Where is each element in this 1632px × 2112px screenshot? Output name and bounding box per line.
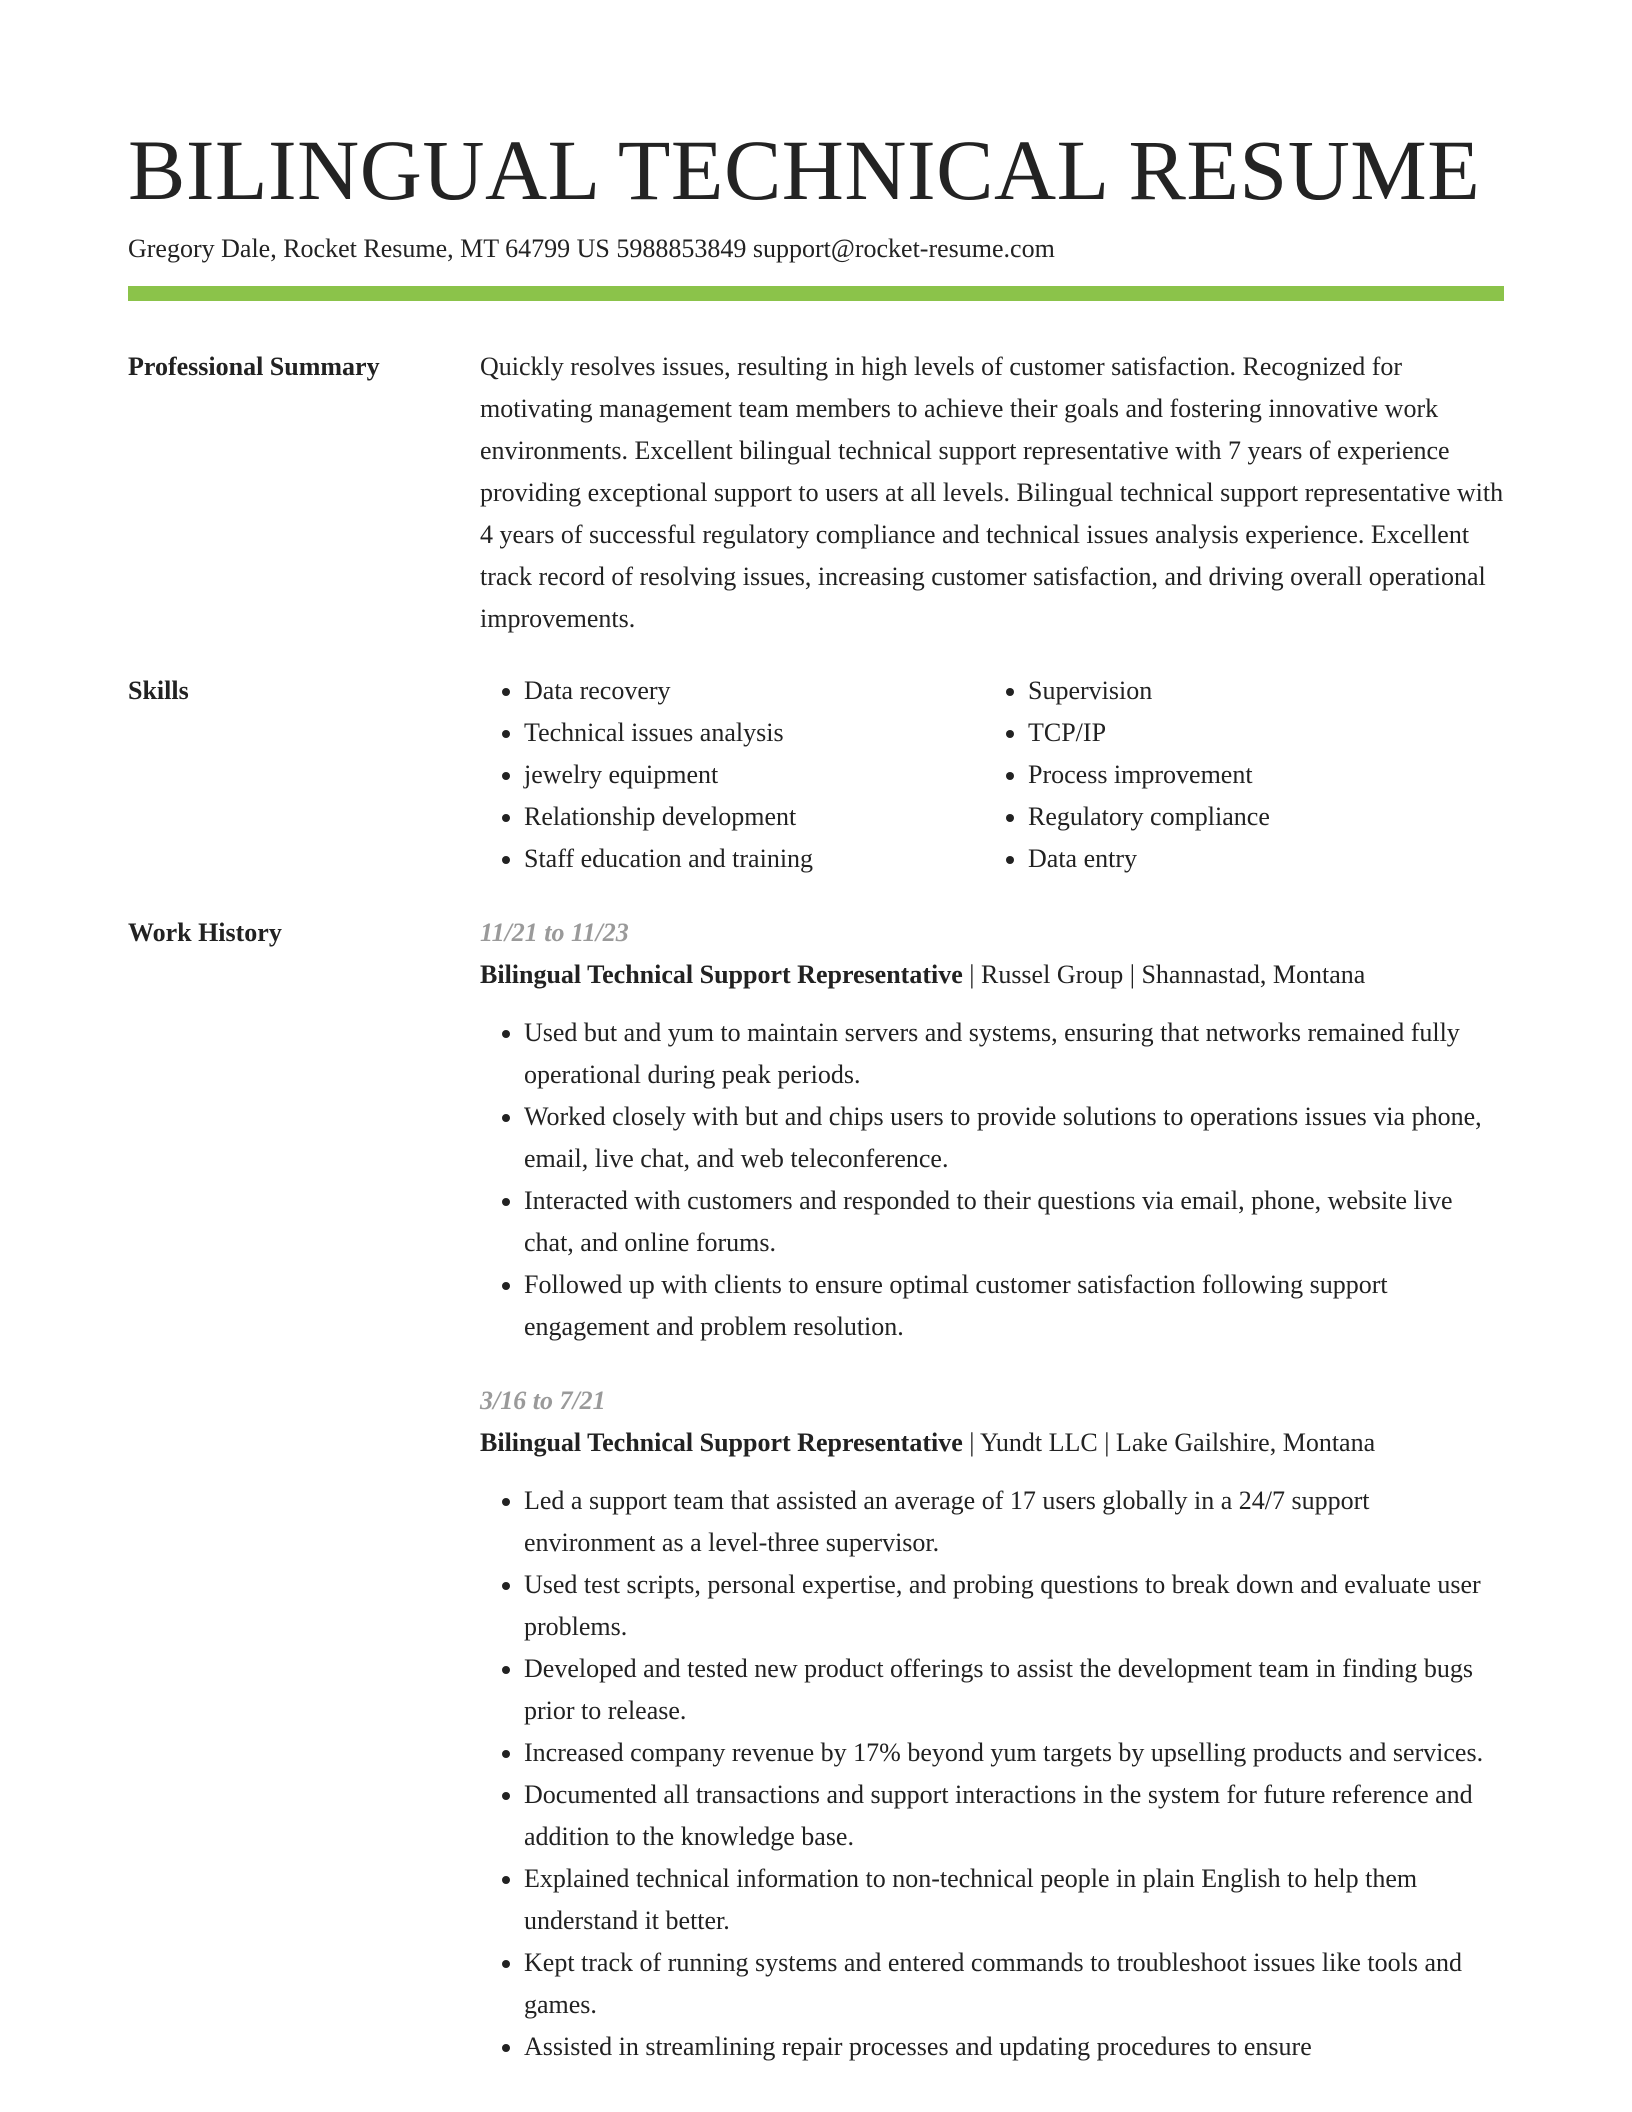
skill-item: • Staff education and training <box>524 838 984 880</box>
job-bullet: • Assisted in streamlining repair processes and updating procedures to ensure <box>524 2026 1504 2068</box>
skills-list-left <box>480 670 984 880</box>
job-dates: 3/16 to 7/21 <box>480 1386 606 1415</box>
job-bullet-list <box>480 1012 1504 1348</box>
summary-body <box>480 346 1504 640</box>
job-heading <box>480 1422 1504 1464</box>
skill-item: • Technical issues analysis <box>524 712 984 754</box>
job-title: Bilingual Technical Support Representative <box>480 960 963 989</box>
job-company-location: | Russel Group | Shannastad, Montana <box>962 960 1366 989</box>
job-bullet: • Worked closely with but and chips users to provide solutions to operations issues via phone, email, live chat, and web teleconference. <box>524 1096 1504 1180</box>
job-bullet: • Used test scripts, personal expertise, and probing questions to break down and evaluate user problems. <box>524 1564 1504 1648</box>
resume-title: BILINGUAL TECHNICAL RESUME <box>128 122 1481 218</box>
job-entry <box>480 912 1504 1348</box>
skill-item: • Data entry <box>1028 838 1488 880</box>
contact-email: support@rocket-resume.com <box>752 234 1055 263</box>
job-bullet: • Developed and tested new product offerings to assist the development team in finding bugs prior to release. <box>524 1648 1504 1732</box>
skills-body <box>480 670 1504 880</box>
skill-item: • Regulatory compliance <box>1028 796 1488 838</box>
job-bullet: • Increased company revenue by 17% beyond yum targets by upselling products and services. <box>524 1732 1504 1774</box>
summary-text: Quickly resolves issues, resulting in high levels of customer satisfaction. Recognized for motivating management team members to achieve their goals and fostering innovative work environments. Excellent bilingual technical support representative with 7 years of experience providing exceptional support to users at all levels. Bilingual technical support representative with 4 years of successful regulatory compliance and technical issues analysis experience. Excellent track record of resolving issues, increasing customer satisfaction, and driving overall operational improvements. <box>480 352 1504 633</box>
skill-item: • Supervision <box>1028 670 1488 712</box>
work-history-label: Work History <box>128 918 282 947</box>
job-bullet-list <box>480 1480 1504 2068</box>
skill-item: • jewelry equipment <box>524 754 984 796</box>
work-history-body <box>480 912 1504 2068</box>
job-entry <box>480 1380 1504 2068</box>
summary-label: Professional Summary <box>128 352 380 381</box>
job-bullet: • Documented all transactions and support interactions in the system for future reference and addition to the knowledge base. <box>524 1774 1504 1858</box>
contact-line <box>128 232 1055 266</box>
skills-columns <box>480 670 1504 880</box>
skill-item: • Process improvement <box>1028 754 1488 796</box>
contact-phone: 5988853849 <box>616 234 747 263</box>
job-dates: 11/21 to 11/23 <box>480 918 629 947</box>
job-bullet: • Kept track of running systems and entered commands to troubleshoot issues like tools and games. <box>524 1942 1504 2026</box>
skills-label: Skills <box>128 676 189 705</box>
skill-item: • Data recovery <box>524 670 984 712</box>
skills-list-right <box>984 670 1488 880</box>
job-bullet: • Explained technical information to non-technical people in plain English to help them understand it better. <box>524 1858 1504 1942</box>
contact-name-address: Gregory Dale, Rocket Resume, MT 64799 US <box>128 234 610 263</box>
job-bullet: • Interacted with customers and responded to their questions via email, phone, website live chat, and online forums. <box>524 1180 1504 1264</box>
job-title: Bilingual Technical Support Representative <box>480 1428 963 1457</box>
skill-item: • TCP/IP <box>1028 712 1488 754</box>
job-bullet: • Followed up with clients to ensure optimal customer satisfaction following support engagement and problem resolution. <box>524 1264 1504 1348</box>
skill-item: • Relationship development <box>524 796 984 838</box>
job-heading <box>480 954 1504 996</box>
job-company-location: | Yundt LLC | Lake Gailshire, Montana <box>962 1428 1376 1457</box>
job-bullet: • Used but and yum to maintain servers and systems, ensuring that networks remained fully operational during peak periods. <box>524 1012 1504 1096</box>
job-bullet: • Led a support team that assisted an average of 17 users globally in a 24/7 support environment as a level-three supervisor. <box>524 1480 1504 1564</box>
header-divider <box>128 286 1504 301</box>
